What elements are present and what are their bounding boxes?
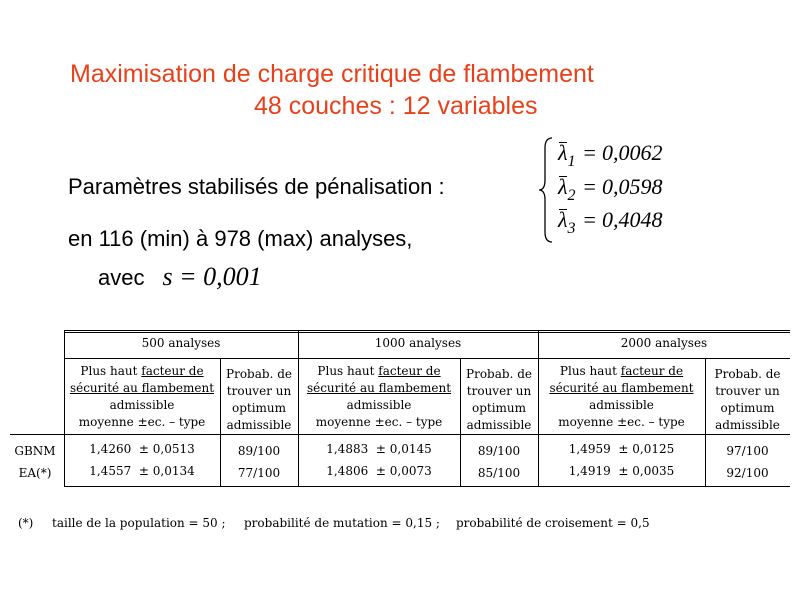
- group-header-500: 500 analyses: [141, 336, 221, 350]
- lambda-row-1: $\lambda_1 = 0,0062$: [558, 140, 663, 170]
- table-cell-prob: 77/100: [237, 466, 281, 480]
- group-header-2000: 2000 analyses: [620, 336, 708, 350]
- table-cell-prob: 97/100: [726, 444, 769, 458]
- table-cell-prob: 92/100: [726, 466, 769, 480]
- lambda-symbol: λ: [558, 207, 568, 232]
- lambda-value: 0,0062: [601, 140, 663, 165]
- table-cell-prob: 85/100: [477, 466, 521, 480]
- lambda-subscript: 2: [567, 187, 576, 204]
- footnote-croisement: probabilité de croisement = 0,5: [456, 516, 650, 530]
- table-cell-mean-std: 1,4959 ± 0,0125: [568, 442, 675, 456]
- subheader-factor: Plus haut facteur de sécurité au flambement admissible moyenne ±ec. – type: [69, 364, 215, 429]
- footnote-marker: (*): [18, 516, 34, 530]
- subheader-factor: Plus haut facteur de sécurité au flambement admissible moyenne ±ec. – type: [306, 364, 452, 429]
- title-line-2: 48 couches : 12 variables: [254, 92, 538, 120]
- lambda-value: 0,0598: [601, 174, 663, 199]
- avec-label: avec: [98, 265, 145, 290]
- table-cell-mean-std: 1,4919 ± 0,0035: [568, 464, 675, 478]
- analyses-range: en 116 (min) à 978 (max) analyses,: [68, 226, 413, 251]
- table-cell-prob: 89/100: [237, 444, 281, 458]
- table-cell-prob: 89/100: [477, 444, 521, 458]
- lambda-subscript: 1: [567, 153, 576, 170]
- subheader-factor: Plus haut facteur de sécurité au flambement admissible moyenne ±ec. – type: [549, 364, 694, 429]
- row-label-ea: EA(*): [18, 466, 52, 480]
- lambda-symbol: λ: [558, 174, 568, 199]
- lambda-system: [538, 136, 708, 244]
- lambda-subscript: 3: [567, 220, 576, 237]
- table-cell-mean-std: 1,4557 ± 0,0134: [89, 464, 195, 478]
- s-formula: s = 0,001: [162, 262, 262, 291]
- title-line-1: Maximisation de charge critique de flambement: [70, 60, 594, 88]
- subheader-probability: Probab. de trouver un optimum admissible: [226, 367, 292, 432]
- footnote-mutation: probabilité de mutation = 0,15 ;: [244, 516, 440, 530]
- penalisation-label: Paramètres stabilisés de pénalisation :: [68, 174, 445, 199]
- group-header-1000: 1000 analyses: [374, 336, 462, 350]
- footnote-population: taille de la population = 50 ;: [52, 516, 226, 530]
- results-table: [10, 330, 790, 490]
- subheader-probability: Probab. de trouver un optimum admissible: [466, 367, 532, 432]
- left-brace-icon: [538, 136, 554, 244]
- table-cell-mean-std: 1,4883 ± 0,0145: [326, 442, 432, 456]
- lambda-row-3: $\lambda_3 = 0,4048$: [558, 207, 663, 237]
- avec-line: [98, 262, 262, 292]
- table-cell-mean-std: 1,4806 ± 0,0073: [326, 464, 432, 478]
- lambda-row-2: $\lambda_2 = 0,0598$: [558, 174, 663, 204]
- subheader-probability: Probab. de trouver un optimum admissible: [714, 367, 781, 432]
- row-label-gbnm: GBNM: [14, 444, 56, 458]
- lambda-value: 0,4048: [601, 207, 663, 232]
- lambda-symbol: λ: [558, 140, 568, 165]
- table-cell-mean-std: 1,4260 ± 0,0513: [89, 442, 195, 456]
